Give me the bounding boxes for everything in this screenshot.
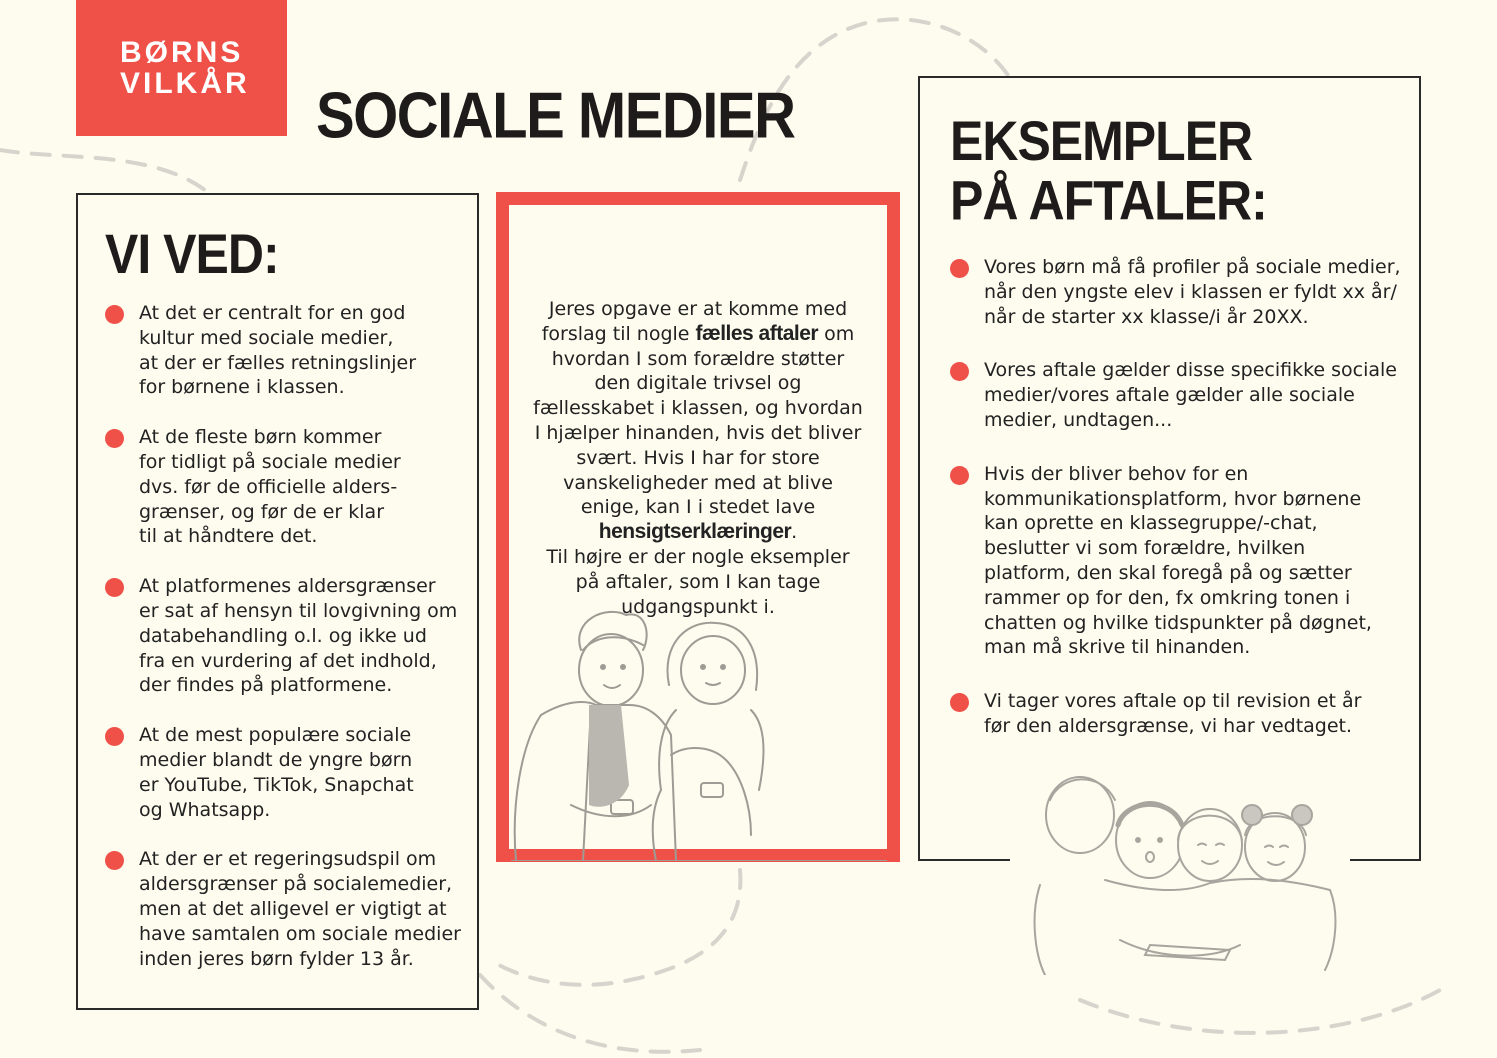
list-item: Vi tager vores aftale op til revision et år før den aldersgrænse, vi har vedtaget. (950, 689, 1410, 739)
list-item: Vores børn må få profiler på sociale medier, når den yngste elev i klassen er fyldt xx år/ når de starter xx klasse/i år 20XX. (950, 255, 1410, 329)
vi-ved-heading: VI VED: (105, 222, 279, 286)
vi-ved-panel (76, 193, 479, 1010)
task-text: Jeres opgave er at komme med forslag til nogle fælles aftaler om hvordan I som forældre støtter den digitale trivsel og fællesskabet i klassen, og hvordan I hjælper hinanden, hvis det bliver svært. Hvis I har for store vanskeligheder med at blive enige, kan I i stedet lave hensigtserklæringer. Til højre er der nogle eksempler på aftaler, som I kan tage udgangspunkt i. (533, 298, 863, 618)
list-item: At platformenes aldersgrænser er sat af hensyn til lovgivning om databehandling o.l. og ikke ud fra en vurdering af det indhold, der findes på platformene. (105, 574, 461, 698)
bullet-dot-icon (105, 578, 124, 597)
list-item: At det er centralt for en god kultur med sociale medier, at der er fælles retningslinjer for børnene i klassen. (105, 301, 461, 400)
bullet-dot-icon (950, 362, 969, 381)
bullet-dot-icon (950, 259, 969, 278)
list-item: Hvis der bliver behov for en kommunikationsplatform, hvor børnene kan oprette en klassegruppe/-chat, beslutter vi som forældre, hvilken platform, den skal foregå på og sætter rammer op for den, fx omkring tonen i chatten og hvilke tidspunkter på døgnet, man må skrive til hinanden. (950, 462, 1410, 660)
bullet-dot-icon (105, 429, 124, 448)
bullet-dot-icon (950, 466, 969, 485)
task-panel (496, 192, 900, 862)
vi-ved-list (105, 301, 461, 996)
bullet-dot-icon (950, 693, 969, 712)
group-of-children-illustration (1010, 765, 1350, 975)
list-item: At de mest populære sociale medier blandt de yngre børn er YouTube, TikTok, Snapchat og Whatsapp. (105, 723, 461, 822)
children-with-phones-illustration (511, 605, 887, 861)
logo-line-2: VILKÅR (120, 67, 250, 100)
bullet-dot-icon (105, 727, 124, 746)
emphasis-hensigtserklaeringer: hensigtserklæringer (598, 520, 792, 544)
list-item: Vores aftale gælder disse specifikke sociale medier/vores aftale gælder alle sociale medier, undtagen... (950, 358, 1410, 432)
bullet-dot-icon (105, 851, 124, 870)
emphasis-faelles-aftaler: fælles aftaler (695, 321, 819, 345)
eksempler-heading: EKSEMPLER PÅ AFTALER: (950, 109, 1267, 232)
list-item: At der er et regeringsudspil om aldersgrænser på socialemedier, men at det alligevel er vigtigt at have samtalen om sociale medier inden jeres børn fylder 13 år. (105, 847, 461, 971)
bullet-dot-icon (105, 305, 124, 324)
eksempler-list (950, 255, 1410, 768)
list-item: At de fleste børn kommer for tidligt på sociale medier dvs. før de officielle alders- grænser, og før de er klar til at håndtere det. (105, 425, 461, 549)
brand-logo[interactable] (76, 0, 287, 136)
page-title: SOCIALE MEDIER (316, 79, 795, 152)
logo-line-1: BØRNS (120, 36, 244, 69)
eksempler-panel (918, 76, 1421, 861)
